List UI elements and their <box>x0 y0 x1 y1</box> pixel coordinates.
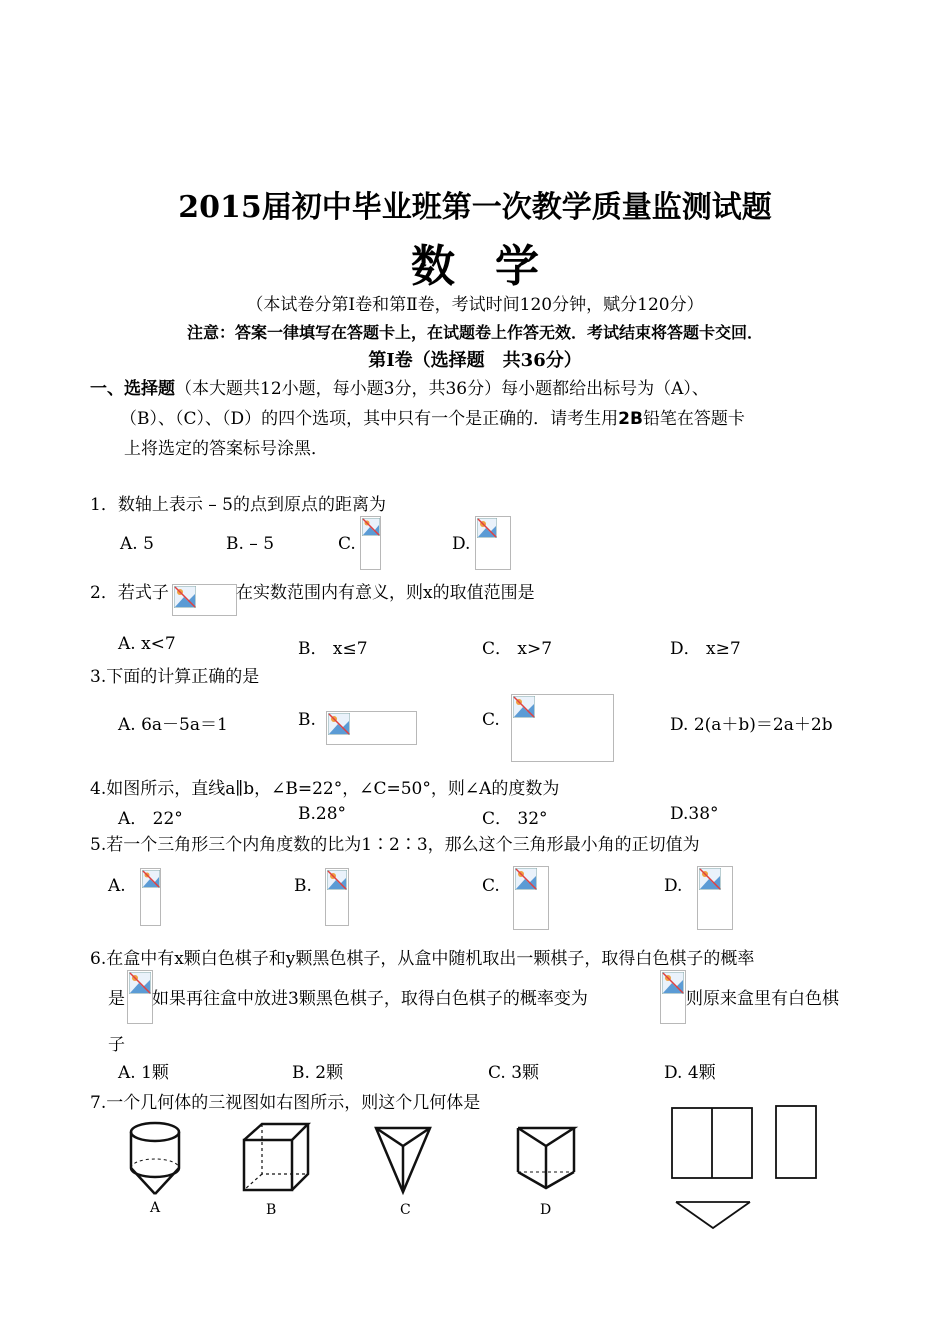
q5-option-a: A. <box>108 876 126 896</box>
q6-stem-line1: 6.在盒中有x颗白色棋子和y颗黑色棋子，从盒中随机取出一颗棋子，取得白色棋子的概率 <box>90 949 755 969</box>
q6-option-d: D. 4颗 <box>664 1063 716 1083</box>
figure-c-label: C <box>400 1202 411 1218</box>
figure-d-label: D <box>540 1202 552 1218</box>
exam-title: 2015届初中毕业班第一次教学质量监测试题 <box>178 190 772 225</box>
figure-b-label: B <box>266 1202 277 1218</box>
q4-stem: 4.如图所示，直线a∥b，∠B=22°，∠C=50°，则∠A的度数为 <box>90 779 560 799</box>
broken-image-icon <box>660 970 686 1024</box>
q1-option-b: B. – 5 <box>226 534 275 554</box>
figure-a-cylinder-cone <box>120 1118 190 1206</box>
q3-option-b: B. <box>298 710 316 730</box>
q5-option-d: D. <box>664 876 683 896</box>
q2-option-c: C． x>7 <box>482 639 553 659</box>
q6-option-b: B. 2颗 <box>292 1063 344 1083</box>
q6-option-a: A. 1颗 <box>118 1063 169 1083</box>
q5-option-c: C. <box>482 876 500 896</box>
q5-stem: 5.若一个三角形三个内角度数的比为1∶2∶3，那么这个三角形最小角的正切值为 <box>90 835 700 855</box>
figure-c-pyramid <box>370 1120 436 1200</box>
section-text-1: （本大题共12小题，每小题3分，共36分）每小题都给出标号为（A）、 <box>175 379 709 399</box>
subject-title: 数学 <box>411 241 579 292</box>
broken-image-icon <box>511 694 614 762</box>
q4-option-c: C． 32° <box>482 809 548 829</box>
q3-stem: 3.下面的计算正确的是 <box>90 667 260 687</box>
q1-option-a: A. 5 <box>120 534 154 554</box>
q6-option-c: C. 3颗 <box>488 1063 540 1083</box>
figure-d-prism <box>514 1122 580 1192</box>
exam-info: （本试卷分第Ⅰ卷和第Ⅱ卷，考试时间120分钟，赋分120分） <box>246 295 704 315</box>
broken-image-icon <box>697 866 733 930</box>
q4-option-a: A． 22° <box>118 809 183 829</box>
q2-option-a: A. x<7 <box>118 634 176 654</box>
broken-image-icon <box>127 970 153 1024</box>
broken-image-icon <box>475 516 511 570</box>
section-intro-line1 <box>90 374 709 404</box>
broken-image-icon <box>513 866 549 930</box>
q3-option-d: D. 2(a＋b)＝2a＋2b <box>670 715 833 735</box>
q4-option-b: B.28° <box>298 804 347 824</box>
q6-stem-line2-post: 则原来盒里有白色棋 <box>686 989 839 1009</box>
broken-image-icon <box>326 711 417 745</box>
q2-option-b: B． x≤7 <box>298 639 368 659</box>
section-label: 一、选择题 <box>90 379 175 399</box>
three-view-drawing <box>666 1100 826 1234</box>
q2-option-d: D． x≥7 <box>670 639 741 659</box>
part-title: 第Ⅰ卷（选择题 共36分） <box>368 350 582 371</box>
q3-option-c: C. <box>482 710 500 730</box>
q3-option-a: A. 6a－5a＝1 <box>118 715 228 735</box>
q6-stem-line2-mid: 如果再往盒中放进3颗黑色棋子，取得白色棋子的概率变为 <box>152 989 588 1009</box>
q6-stem-line3: 子 <box>108 1035 125 1055</box>
q1-stem: 1．数轴上表示 – 5的点到原点的距离为 <box>90 495 386 515</box>
figure-a-label: A <box>150 1200 161 1216</box>
section-text-2: （B）、（C）、（D）的四个选项，其中只有一个是正确的．请考生用 <box>120 409 619 429</box>
broken-image-icon <box>140 868 161 926</box>
q5-option-b: B. <box>294 876 312 896</box>
exam-notice: 注意：答案一律填写在答题卡上，在试题卷上作答无效．考试结束将答题卡交回． <box>186 323 763 342</box>
q4-option-d: D.38° <box>670 804 719 824</box>
q2-stem-post: 在实数范围内有意义，则x的取值范围是 <box>236 583 535 603</box>
broken-image-icon <box>360 516 381 570</box>
q6-stem-line2-pre: 是 <box>108 989 125 1009</box>
q1-option-c: C. <box>338 534 356 554</box>
section-intro-line3: 上将选定的答案标号涂黑． <box>124 439 328 459</box>
section-intro-line2 <box>120 404 745 434</box>
broken-image-icon <box>172 584 237 616</box>
q2-stem-pre: 2．若式子 <box>90 583 169 603</box>
figure-b-cube <box>238 1118 314 1198</box>
section-pencil: 2B <box>618 409 643 429</box>
section-text-2c: 铅笔在答题卡 <box>642 409 745 429</box>
q1-option-d: D. <box>452 534 471 554</box>
q7-stem: 7.一个几何体的三视图如右图所示，则这个几何体是 <box>90 1093 481 1113</box>
broken-image-icon <box>325 868 349 926</box>
